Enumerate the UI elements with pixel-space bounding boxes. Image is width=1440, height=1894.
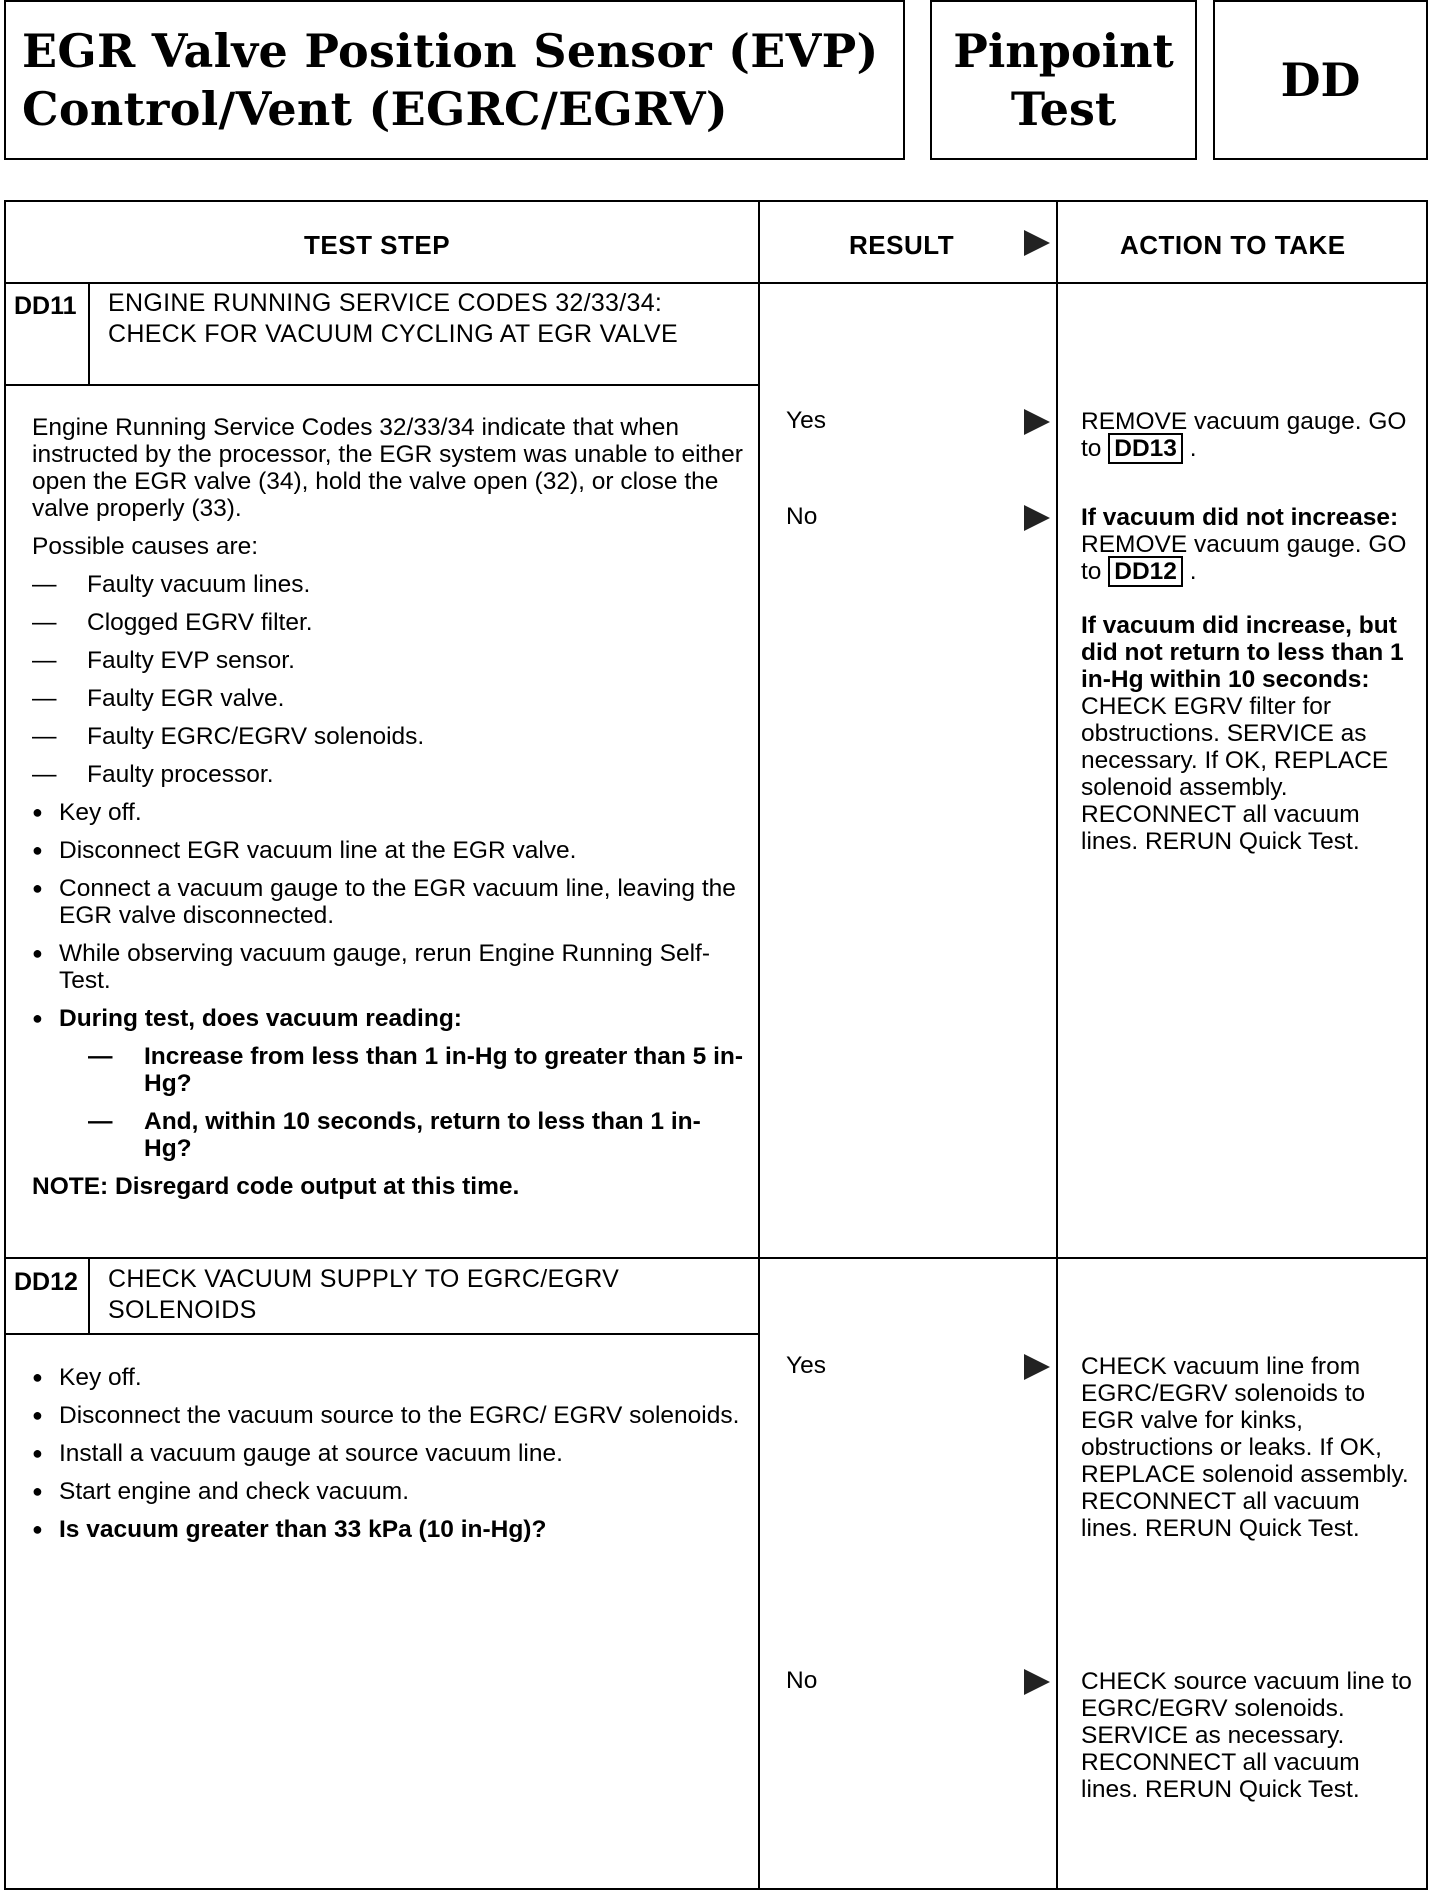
arrow-icon xyxy=(1024,1669,1050,1695)
bullet-icon: ● xyxy=(32,1443,43,1463)
question-item: — And, within 10 seconds, return to less than 1 in-Hg? xyxy=(88,1108,701,1162)
cause-item: — Faulty vacuum lines. xyxy=(32,571,311,598)
procedure-step: ● Disconnect the vacuum source to the EGRC/ EGRV solenoids. xyxy=(32,1402,740,1429)
note-text: NOTE: Disregard code output at this time. xyxy=(32,1173,520,1200)
bullet-icon: ● xyxy=(32,1519,43,1539)
step-title-dd11: ENGINE RUNNING SERVICE CODES 32/33/34: CHECK FOR VACUUM CYCLING AT EGR VALVE xyxy=(108,289,678,348)
action-no-dd11: If vacuum did not increase: REMOVE vacuum gauge. GO to DD12 . If vacuum did increase, but did not return to less than 1 in-Hg within 10 seconds: CHECK EGRV filter for obstructions. SERVICE as necessary. If OK, REPLACE solenoid assembly. RECONNECT all vacuum lines. RERUN Quick Test. xyxy=(1081,504,1407,855)
column-divider-1 xyxy=(758,202,760,1888)
column-divider-2 xyxy=(1056,202,1058,1888)
step-title-dd12: CHECK VACUUM SUPPLY TO EGRC/EGRV SOLENOIDS xyxy=(108,1265,620,1324)
row-divider xyxy=(6,1257,1426,1259)
step-body-dd11 xyxy=(32,414,747,1211)
result-no-dd12: No xyxy=(786,1667,818,1694)
step-ref-dd13: DD13 xyxy=(1108,433,1183,464)
title-box xyxy=(4,0,905,160)
procedure-step: ● Key off. xyxy=(32,799,142,826)
result-yes-dd11: Yes xyxy=(786,407,826,434)
question: ● During test, does vacuum reading: xyxy=(32,1005,462,1032)
step-title-underline-dd11 xyxy=(6,384,760,386)
column-header-result: RESULT xyxy=(849,230,955,260)
procedure-step: ● While observing vacuum gauge, rerun Engine Running Self-Test. xyxy=(32,940,710,994)
cause-item: — Faulty EGRC/EGRV solenoids. xyxy=(32,723,425,750)
intro-text: Engine Running Service Codes 32/33/34 indicate that when instructed by the processor, the EGR system was unable to either open the EGR valve (34), hold the valve open (32), or close the valve properly (33). xyxy=(32,414,743,522)
cause-item: — Clogged EGRV filter. xyxy=(32,609,313,636)
arrow-icon xyxy=(1024,230,1050,256)
test-code: DD xyxy=(1280,53,1361,107)
step-body-dd12 xyxy=(32,1364,747,1554)
bullet-icon: ● xyxy=(32,1367,43,1387)
cause-item: — Faulty EGR valve. xyxy=(32,685,285,712)
question-item: — Increase from less than 1 in-Hg to greater than 5 in-Hg? xyxy=(88,1043,744,1097)
step-id-dd12: DD12 xyxy=(14,1268,78,1296)
step-id-divider-dd12 xyxy=(88,1257,90,1333)
pinpoint-test-box xyxy=(930,0,1197,160)
result-no-dd11: No xyxy=(786,503,818,530)
procedure-step: ● Connect a vacuum gauge to the EGR vacuum line, leaving the EGR valve disconnected. xyxy=(32,875,736,929)
procedure-step: ● Key off. xyxy=(32,1364,142,1391)
procedure-step: ● Start engine and check vacuum. xyxy=(32,1478,410,1505)
cause-item: — Faulty EVP sensor. xyxy=(32,647,295,674)
bullet-icon: ● xyxy=(32,943,43,963)
pinpoint-table xyxy=(4,200,1428,1890)
arrow-icon xyxy=(1024,505,1050,531)
pinpoint-line-2: Test xyxy=(1010,82,1117,136)
test-code-box xyxy=(1213,0,1428,160)
causes-label: Possible causes are: xyxy=(32,533,259,560)
bullet-icon: ● xyxy=(32,1481,43,1501)
column-header-test-step: TEST STEP xyxy=(304,230,451,260)
action-yes-dd12: CHECK vacuum line from EGRC/EGRV solenoids to EGR valve for kinks, obstructions or leaks. If OK, REPLACE solenoid assembly. RECONNECT all vacuum lines. RERUN Quick Test. xyxy=(1081,1353,1409,1542)
column-header-action: ACTION TO TAKE xyxy=(1120,230,1346,260)
bullet-icon: ● xyxy=(32,1008,43,1028)
title-line-1: EGR Valve Position Sensor (EVP) xyxy=(22,24,879,78)
step-id-divider-dd11 xyxy=(88,282,90,384)
bullet-icon: ● xyxy=(32,802,43,822)
procedure-step: ● Disconnect EGR vacuum line at the EGR valve. xyxy=(32,837,577,864)
question: ● Is vacuum greater than 33 kPa (10 in-Hg)? xyxy=(32,1516,547,1543)
cause-item: — Faulty processor. xyxy=(32,761,274,788)
pinpoint-line-1: Pinpoint xyxy=(953,24,1174,78)
header-divider xyxy=(6,282,1426,284)
step-title-underline-dd12 xyxy=(6,1333,760,1335)
bullet-icon: ● xyxy=(32,878,43,898)
step-id-dd11: DD11 xyxy=(14,292,77,320)
result-yes-dd12: Yes xyxy=(786,1352,826,1379)
action-no-dd12: CHECK source vacuum line to EGRC/EGRV solenoids. SERVICE as necessary. RECONNECT all vacuum lines. RERUN Quick Test. xyxy=(1081,1668,1412,1803)
bullet-icon: ● xyxy=(32,840,43,860)
arrow-icon xyxy=(1024,1354,1050,1380)
action-yes-dd11: REMOVE vacuum gauge. GO to DD13 . xyxy=(1081,408,1407,462)
title-line-2: Control/Vent (EGRC/EGRV) xyxy=(22,82,728,136)
arrow-icon xyxy=(1024,409,1050,435)
bullet-icon: ● xyxy=(32,1405,43,1425)
procedure-step: ● Install a vacuum gauge at source vacuum line. xyxy=(32,1440,563,1467)
step-ref-dd12: DD12 xyxy=(1108,556,1183,587)
